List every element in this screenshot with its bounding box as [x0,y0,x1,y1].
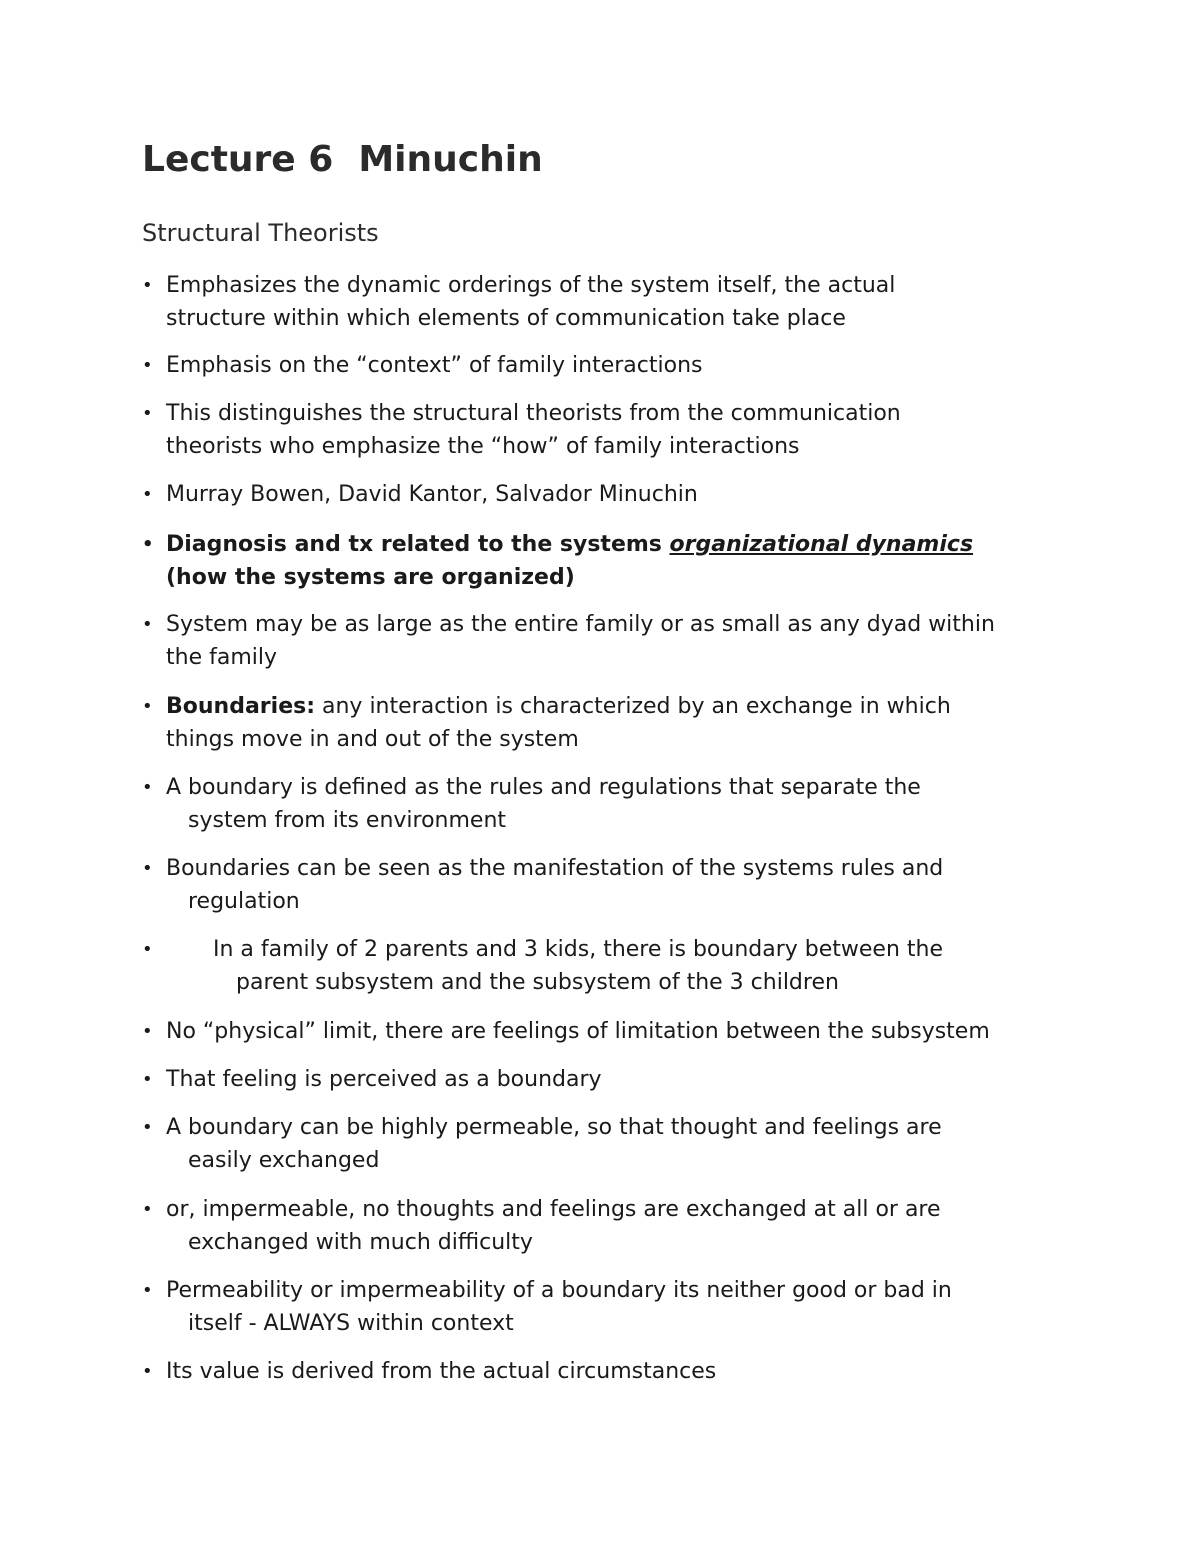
bullet-icon: • [142,484,153,505]
list-item-text: parent subsystem and the subsystem of the 3 children [236,969,839,995]
list-item-text: the family [166,644,277,670]
list-item-text: exchanged with much difficulty [188,1229,533,1255]
list-item [142,1064,1062,1097]
list-item [142,1275,1062,1340]
bullet-icon: • [142,939,153,960]
list-item [142,479,1062,512]
list-item-text: structure within which elements of communication take place [166,305,846,331]
list-item-text: (how the systems are organized) [166,564,575,590]
page-title: Lecture 6 Minuchin [142,139,543,180]
bullet-icon: • [142,275,153,296]
bullet-icon: • [142,355,153,376]
list-item-text: This distinguishes the structural theorists from the communication [166,401,901,426]
list-item-text [166,691,1062,724]
bullet-icon: • [142,1117,153,1138]
list-item [142,1356,1062,1389]
list-item-text: That feeling is perceived as a boundary [166,1067,602,1092]
list-item [142,529,1062,594]
bullet-icon: • [142,1069,153,1090]
bullet-icon: • [142,614,153,635]
section-heading: Structural Theorists [142,219,379,247]
list-item [142,350,1062,383]
list-item-text: Emphasis on the “context” of family interactions [166,353,703,378]
list-item-text: things move in and out of the system [166,726,579,752]
list-item-text: regulation [188,888,300,914]
list-item-text: No “physical” limit, there are feelings of limitation between the subsystem [166,1019,990,1044]
list-item-text: System may be as large as the entire family or as small as any dyad within [166,612,995,637]
bullet-icon: • [142,777,153,798]
list-item [142,691,1062,756]
list-item-text: A boundary is defined as the rules and regulations that separate the [166,775,921,800]
bullet-icon: • [142,858,153,879]
bullet-icon: • [142,696,153,717]
bullet-icon: • [142,1199,153,1220]
list-item [142,772,1062,837]
list-item-text: Its value is derived from the actual circumstances [166,1359,717,1384]
list-item [142,398,1062,463]
list-item-text [166,529,1062,562]
bullet-icon: • [142,534,154,555]
bullet-icon: • [142,1280,153,1301]
list-item-text: A boundary can be highly permeable, so that thought and feelings are [166,1115,942,1140]
list-item-text: or, impermeable, no thoughts and feelings are exchanged at all or are [166,1197,941,1222]
list-item-text: Murray Bowen, David Kantor, Salvador Minuchin [166,482,698,507]
list-item-text: theorists who emphasize the “how” of family interactions [166,433,800,459]
list-item [142,270,1062,335]
list-item-text: Boundaries can be seen as the manifestation of the systems rules and [166,856,944,881]
list-item-text: Emphasizes the dynamic orderings of the system itself, the actual [166,273,896,298]
emphasis-text: organizational dynamics [669,532,974,557]
list-item [142,1112,1062,1177]
list-item-text: Permeability or impermeability of a boundary its neither good or bad in [166,1278,952,1303]
list-item [142,609,1062,674]
bullet-icon: • [142,403,153,424]
bullet-icon: • [142,1021,153,1042]
list-item-text-bold: Diagnosis and tx related to the systems [166,532,670,557]
term-definition: any interaction is characterized by an exchange in which [315,694,951,719]
list-item [142,1194,1062,1259]
list-item [142,853,1062,918]
list-item-text: itself - ALWAYS within context [188,1310,514,1336]
term-label: Boundaries: [166,694,316,719]
list-item [142,1016,1062,1049]
list-item-text: In a family of 2 parents and 3 kids, there is boundary between the [213,937,943,962]
list-item [142,934,1062,999]
list-item-text: easily exchanged [188,1147,380,1173]
list-item-text: system from its environment [188,807,507,833]
bullet-icon: • [142,1361,153,1382]
